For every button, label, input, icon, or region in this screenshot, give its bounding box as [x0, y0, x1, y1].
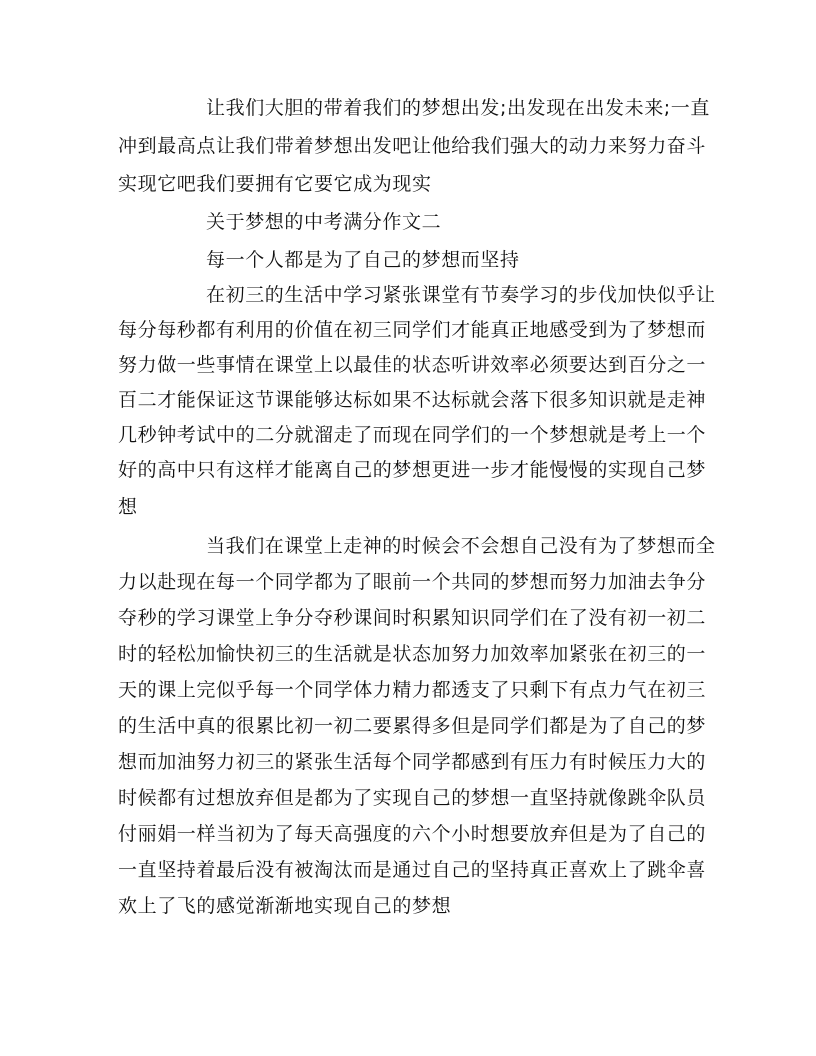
paragraph2-line-3: 努力做一些事情在课堂上以最佳的状态听讲效率必须要达到百分之一 — [118, 354, 707, 376]
paragraph3-line-1: 当我们在课堂上走神的时候会不会想自己没有为了梦想而全 — [206, 535, 716, 557]
article-subtitle: 每一个人都是为了自己的梦想而坚持 — [206, 249, 520, 271]
paragraph3-line-4: 时的轻松加愉快初三的生活就是状态加努力加效率加紧张在初三的一 — [118, 643, 707, 665]
paragraph3-line-3: 夺秒的学习课堂上争分夺秒课间时积累知识同学们在了没有初一初二 — [118, 607, 707, 629]
paragraph1-line-2: 冲到最高点让我们带着梦想出发吧让他给我们强大的动力来努力奋斗 — [118, 135, 707, 157]
paragraph3-line-5: 天的课上完似乎每一个同学体力精力都透支了只剩下有点力气在初三 — [118, 679, 707, 701]
paragraph3-line-6: 的生活中真的很累比初一初二要累得多但是同学们都是为了自己的梦 — [118, 715, 707, 737]
paragraph2-line-2: 每分每秒都有利用的价值在初三同学们才能真正地感受到为了梦想而 — [118, 319, 707, 341]
paragraph3-line-9: 付丽娟一样当初为了每天高强度的六个小时想要放弃但是为了自己的 — [118, 823, 707, 845]
paragraph1-line-3: 实现它吧我们要拥有它要它成为现实 — [118, 173, 432, 195]
article-heading: 关于梦想的中考满分作文二 — [206, 211, 442, 233]
paragraph3-line-8: 时候都有过想放弃但是都为了实现自己的梦想一直坚持就像跳伞队员 — [118, 787, 707, 809]
paragraph2-line-6: 好的高中只有这样才能离自己的梦想更进一步才能慢慢的实现自己梦 — [118, 459, 707, 481]
paragraph3-line-2: 力以赴现在每一个同学都为了眼前一个共同的梦想而努力加油去争分 — [118, 571, 707, 593]
paragraph3-line-10: 一直坚持着最后没有被淘汰而是通过自己的坚持真正喜欢上了跳伞喜 — [118, 859, 707, 881]
paragraph3-line-11: 欢上了飞的感觉渐渐地实现自己的梦想 — [118, 895, 452, 917]
paragraph3-line-7: 想而加油努力初三的紧张生活每个同学都感到有压力有时候压力大的 — [118, 751, 707, 773]
paragraph1-line-1: 让我们大胆的带着我们的梦想出发;出发现在出发未来;一直 — [206, 97, 711, 119]
paragraph2-line-4: 百二才能保证这节课能够达标如果不达标就会落下很多知识就是走神 — [118, 389, 707, 411]
paragraph2-line-1: 在初三的生活中学习紧张课堂有节奏学习的步伐加快似乎让 — [206, 284, 716, 306]
paragraph2-line-5: 几秒钟考试中的二分就溜走了而现在同学们的一个梦想就是考上一个 — [118, 424, 707, 446]
paragraph2-line-7: 想 — [118, 496, 138, 518]
